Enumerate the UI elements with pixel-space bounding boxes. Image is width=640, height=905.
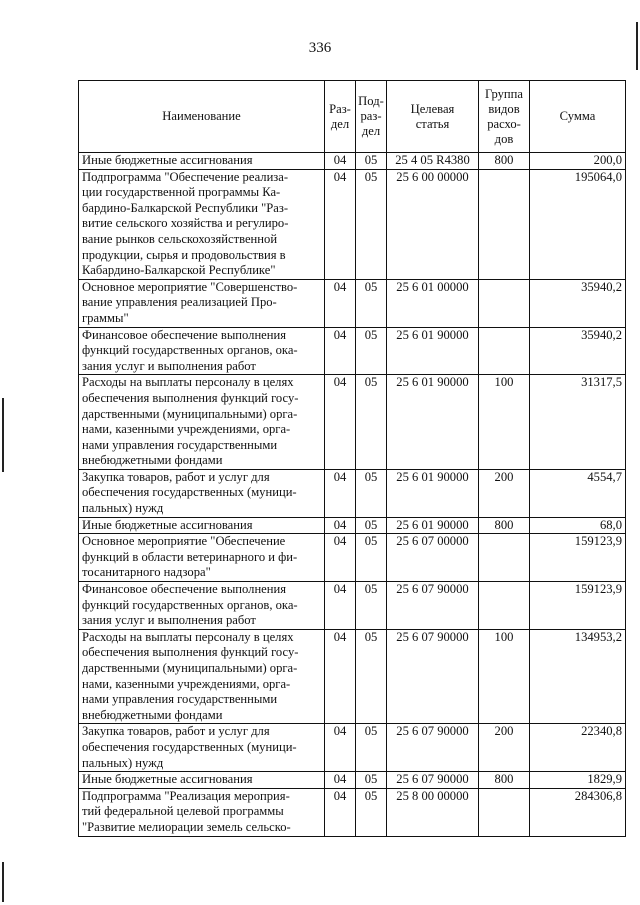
table-row: [79, 724, 626, 772]
row-summa-cell: 22340,8: [530, 724, 626, 772]
row-razdel-cell: 04: [325, 153, 356, 170]
row-gruppa-cell: 800: [479, 517, 530, 534]
row-summa-cell: 68,0: [530, 517, 626, 534]
row-podrazdel-cell: 05: [356, 534, 387, 582]
right-margin-mark: [636, 22, 638, 70]
table-row: [79, 582, 626, 630]
row-name-cell: Финансовое обеспечение выполнения функций государственных органов, ока- зания услуг и выполнения работ: [79, 582, 325, 630]
row-summa-cell: 134953,2: [530, 629, 626, 724]
row-statya-cell: 25 6 07 90000: [387, 772, 479, 789]
table-body: [79, 153, 626, 837]
row-gruppa-cell: 200: [479, 724, 530, 772]
row-summa-cell: 35940,2: [530, 327, 626, 375]
row-razdel-cell: 04: [325, 169, 356, 279]
row-name-cell: Иные бюджетные ассигнования: [79, 517, 325, 534]
row-name-cell: Основное мероприятие "Обеспечение функций в области ветеринарного и фи- тосанитарного надзора": [79, 534, 325, 582]
row-razdel-cell: 04: [325, 724, 356, 772]
row-statya-cell: 25 6 01 90000: [387, 375, 479, 470]
row-statya-cell: 25 6 00 00000: [387, 169, 479, 279]
table-row: [79, 375, 626, 470]
row-statya-cell: 25 6 07 00000: [387, 534, 479, 582]
table-row: [79, 772, 626, 789]
row-razdel-cell: 04: [325, 582, 356, 630]
row-summa-cell: 200,0: [530, 153, 626, 170]
row-razdel-cell: 04: [325, 629, 356, 724]
row-summa-cell: 1829,9: [530, 772, 626, 789]
row-name-cell: Расходы на выплаты персоналу в целях обеспечения выполнения функций госу- дарственными (муниципальными) орга- нами, казенными учреждениями, орга- нами управления государственными внебюджетными фондами: [79, 375, 325, 470]
row-name-cell: Основное мероприятие "Совершенство- вание управления реализацией Про- граммы": [79, 279, 325, 327]
row-name-cell: Расходы на выплаты персоналу в целях обеспечения выполнения функций госу- дарственными (муниципальными) орга- нами, казенными учреждениями, орга- нами управления государственными внебюджетными фондами: [79, 629, 325, 724]
header-gruppa: Группа видов расхо- дов: [479, 81, 530, 153]
row-gruppa-cell: 800: [479, 153, 530, 170]
row-statya-cell: 25 6 07 90000: [387, 629, 479, 724]
row-summa-cell: 159123,9: [530, 582, 626, 630]
row-podrazdel-cell: 05: [356, 629, 387, 724]
table-header-row: [79, 81, 626, 153]
row-podrazdel-cell: 05: [356, 169, 387, 279]
row-name-cell: Финансовое обеспечение выполнения функций государственных органов, ока- зания услуг и выполнения работ: [79, 327, 325, 375]
row-razdel-cell: 04: [325, 469, 356, 517]
table-row: [79, 534, 626, 582]
row-razdel-cell: 04: [325, 772, 356, 789]
table-row: [79, 517, 626, 534]
row-razdel-cell: 04: [325, 279, 356, 327]
row-summa-cell: 4554,7: [530, 469, 626, 517]
row-summa-cell: 284306,8: [530, 788, 626, 836]
row-razdel-cell: 04: [325, 517, 356, 534]
row-razdel-cell: 04: [325, 327, 356, 375]
row-podrazdel-cell: 05: [356, 788, 387, 836]
header-podrazdel: Под- раз- дел: [356, 81, 387, 153]
row-podrazdel-cell: 05: [356, 375, 387, 470]
left-margin-mark: [2, 862, 4, 902]
row-statya-cell: 25 6 01 90000: [387, 327, 479, 375]
row-podrazdel-cell: 05: [356, 582, 387, 630]
row-statya-cell: 25 8 00 00000: [387, 788, 479, 836]
row-razdel-cell: 04: [325, 375, 356, 470]
row-podrazdel-cell: 05: [356, 279, 387, 327]
row-gruppa-cell: 200: [479, 469, 530, 517]
row-name-cell: Подпрограмма "Обеспечение реализа- ции государственной программы Ка- бардино-Балкарской Республики "Раз- витие сельского хозяйства и регулиро- вание рынков сельскохозяйственной продукции, сырья и продовольствия в Кабардино-Балкарской Республике": [79, 169, 325, 279]
row-podrazdel-cell: 05: [356, 724, 387, 772]
header-statya: Целевая статья: [387, 81, 479, 153]
table-row: [79, 279, 626, 327]
row-podrazdel-cell: 05: [356, 153, 387, 170]
row-podrazdel-cell: 05: [356, 517, 387, 534]
row-name-cell: Иные бюджетные ассигнования: [79, 772, 325, 789]
row-gruppa-cell: [479, 534, 530, 582]
row-razdel-cell: 04: [325, 534, 356, 582]
row-podrazdel-cell: 05: [356, 772, 387, 789]
page-number: 336: [308, 40, 332, 56]
row-statya-cell: 25 6 07 90000: [387, 724, 479, 772]
row-statya-cell: 25 4 05 R4380: [387, 153, 479, 170]
row-name-cell: Закупка товаров, работ и услуг для обеспечения государственных (муници- пальных) нужд: [79, 469, 325, 517]
row-podrazdel-cell: 05: [356, 469, 387, 517]
row-name-cell: Подпрограмма "Реализация мероприя- тий федеральной целевой программы "Развитие мелиорации земель сельско-: [79, 788, 325, 836]
row-name-cell: Закупка товаров, работ и услуг для обеспечения государственных (муници- пальных) нужд: [79, 724, 325, 772]
left-margin-mark: [2, 398, 4, 472]
table-row: [79, 629, 626, 724]
budget-table: [78, 80, 626, 837]
header-summa: Сумма: [530, 81, 626, 153]
table-row: [79, 469, 626, 517]
row-summa-cell: 31317,5: [530, 375, 626, 470]
table-row: [79, 169, 626, 279]
row-statya-cell: 25 6 01 90000: [387, 517, 479, 534]
header-razdel: Раз- дел: [325, 81, 356, 153]
row-gruppa-cell: [479, 327, 530, 375]
row-statya-cell: 25 6 07 90000: [387, 582, 479, 630]
row-summa-cell: 159123,9: [530, 534, 626, 582]
row-statya-cell: 25 6 01 90000: [387, 469, 479, 517]
row-gruppa-cell: [479, 279, 530, 327]
row-summa-cell: 195064,0: [530, 169, 626, 279]
row-gruppa-cell: 100: [479, 629, 530, 724]
row-podrazdel-cell: 05: [356, 327, 387, 375]
table-row: [79, 788, 626, 836]
header-name: Наименование: [79, 81, 325, 153]
row-statya-cell: 25 6 01 00000: [387, 279, 479, 327]
table-row: [79, 153, 626, 170]
row-gruppa-cell: [479, 169, 530, 279]
row-gruppa-cell: [479, 582, 530, 630]
row-gruppa-cell: 100: [479, 375, 530, 470]
table-row: [79, 327, 626, 375]
row-gruppa-cell: 800: [479, 772, 530, 789]
row-summa-cell: 35940,2: [530, 279, 626, 327]
row-razdel-cell: 04: [325, 788, 356, 836]
row-gruppa-cell: [479, 788, 530, 836]
row-name-cell: Иные бюджетные ассигнования: [79, 153, 325, 170]
